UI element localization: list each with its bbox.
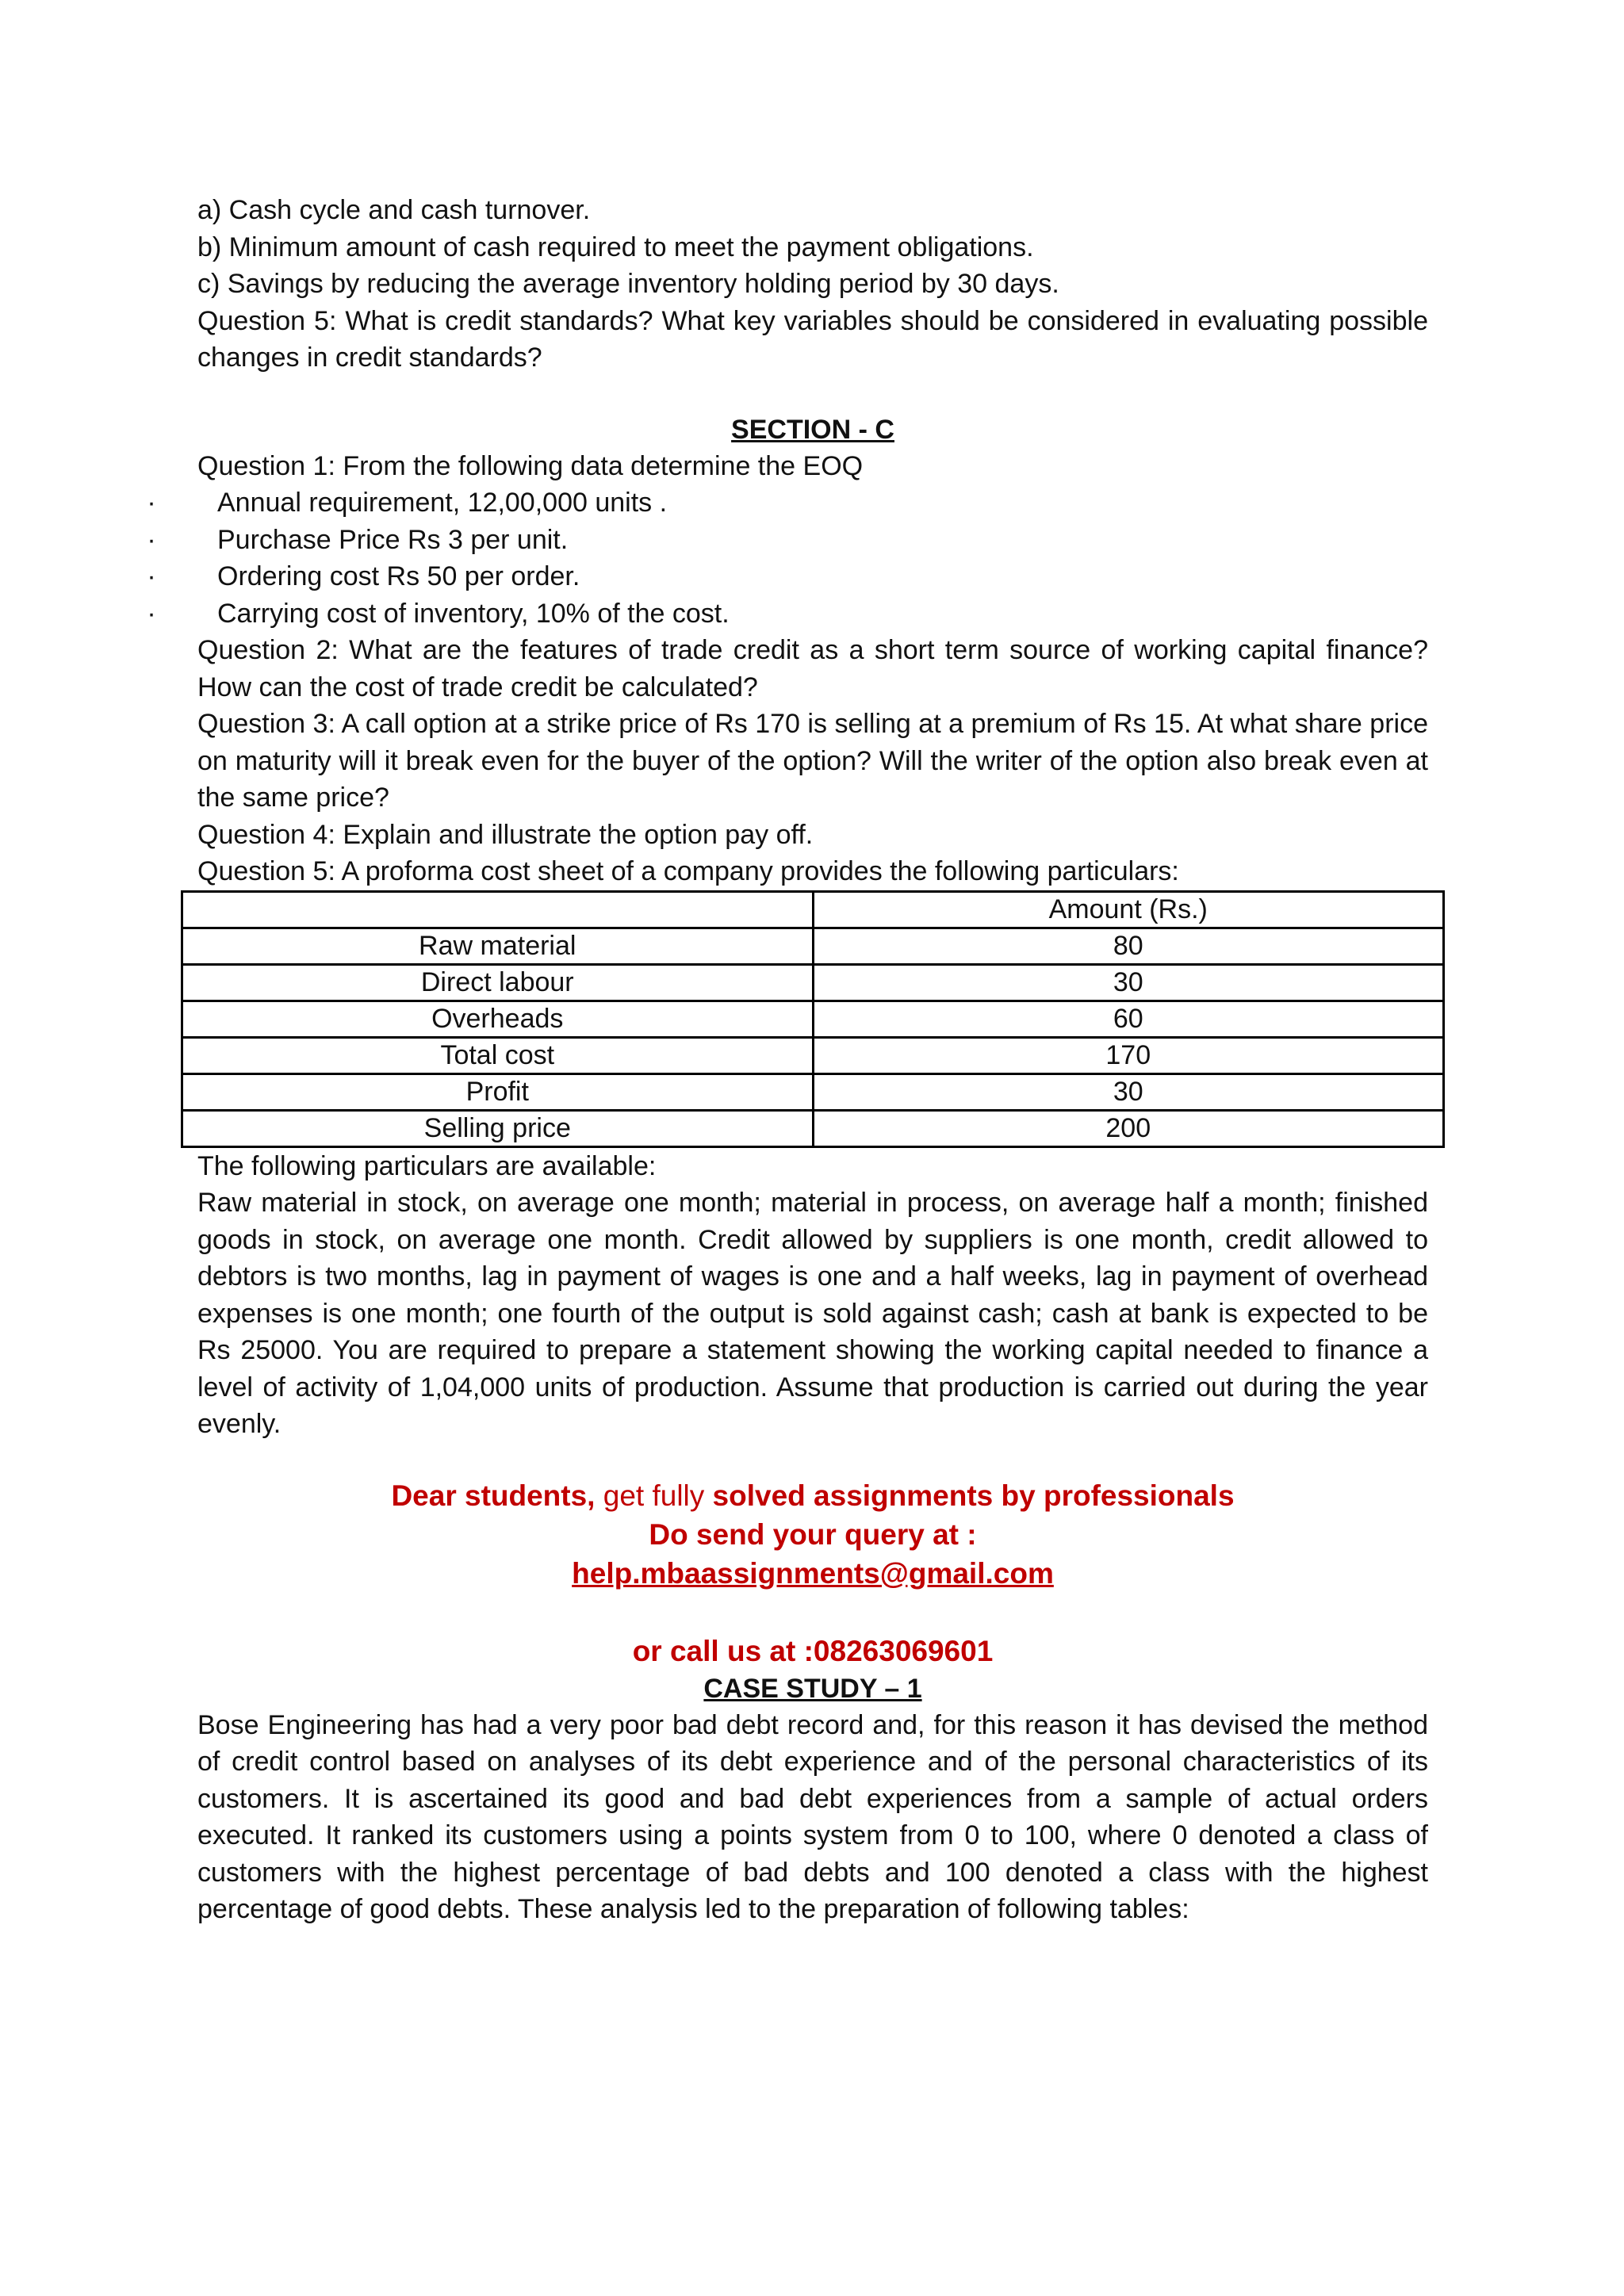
page-content xyxy=(147,192,1428,1928)
section-c-question-2: Question 2: What are the features of trade credit as a short term source of working capital finance? How can the cost of trade credit be calculated? xyxy=(197,635,1428,702)
section-c-question-3: Question 3: A call option at a strike price of Rs 170 is selling at a premium of Rs 15. At what share price on maturity will it break even for the buyer of the option? Will the writer of the option also break even at the same price? xyxy=(197,709,1428,813)
table-cell-item: Profit xyxy=(182,1073,814,1110)
promo-block xyxy=(197,1476,1428,1670)
section-c-question-5: Question 5: A proforma cost sheet of a company provides the following particulars: xyxy=(197,856,1179,886)
bullet-item xyxy=(147,522,1428,559)
table-row xyxy=(182,928,1444,964)
table-cell-item: Direct labour xyxy=(182,964,814,1001)
case-study-paragraph: Bose Engineering has had a very poor bad debt record and, for this reason it has devised the method of credit control based on analyses of its debt experience and of the personal characteristics of its customers. It is ascertained its good and bad debt experiences from a sample of actual orders executed. It ranked its customers using a points system from 0 to 100, where 0 denoted a class of customers with the highest percentage of bad debts and 100 denoted a class with the highest percentage of good debts. These analysis led to the preparation of following tables: xyxy=(197,1709,1428,1924)
case-study-title: CASE STUDY – 1 xyxy=(703,1673,922,1704)
table-row xyxy=(182,1073,1444,1110)
promo-greeting: Dear students, xyxy=(391,1479,596,1512)
bullet-item xyxy=(147,595,1428,633)
table-cell-amount: 60 xyxy=(813,1001,1444,1037)
question-4-part-c: c) Savings by reducing the average inventory holding period by 30 days. xyxy=(197,269,1059,299)
table-cell-item: Total cost xyxy=(182,1037,814,1073)
section-c-question-4: Question 4: Explain and illustrate the option pay off. xyxy=(197,819,814,850)
question-4-part-a: a) Cash cycle and cash turnover. xyxy=(197,195,591,225)
email-link[interactable]: help.mbaassignments@gmail.com xyxy=(572,1556,1054,1590)
promo-offer: solved assignments by professionals xyxy=(712,1479,1235,1512)
promo-line-2: Do send your query at : xyxy=(649,1517,977,1551)
section-c-heading: SECTION - C xyxy=(731,414,894,445)
table-row xyxy=(182,1110,1444,1146)
table-cell-item: Overheads xyxy=(182,1001,814,1037)
table-cell-amount: 30 xyxy=(813,1073,1444,1110)
promo-line-1 xyxy=(197,1476,1428,1515)
table-header-row xyxy=(182,891,1444,928)
table-row xyxy=(182,1037,1444,1073)
table-cell-amount: 80 xyxy=(813,928,1444,964)
bullet-dot-icon: · xyxy=(147,598,156,629)
promo-spacer xyxy=(197,1593,1428,1632)
table-cell-item: Selling price xyxy=(182,1110,814,1146)
bullet-dot-icon: · xyxy=(147,488,156,518)
promo-call-line xyxy=(197,1632,1428,1670)
question-4-part-b: b) Minimum amount of cash required to meet the payment obligations. xyxy=(197,232,1034,262)
promo-email-line xyxy=(197,1554,1428,1593)
particulars-heading: The following particulars are available: xyxy=(197,1150,657,1181)
table-cell-item: Raw material xyxy=(182,928,814,964)
bullet-text: Ordering cost Rs 50 per order. xyxy=(217,561,580,591)
bullet-text: Purchase Price Rs 3 per unit. xyxy=(217,524,569,555)
section-c-question-1: Question 1: From the following data determine the EOQ xyxy=(197,450,864,481)
phone-text: or call us at :08263069601 xyxy=(632,1634,994,1667)
table-cell-amount: 170 xyxy=(813,1037,1444,1073)
table-header-cell: Amount (Rs.) xyxy=(813,891,1444,928)
section-b-question-5: Question 5: What is credit standards? What key variables should be considered in evaluating possible changes in credit standards? xyxy=(197,305,1428,373)
bullet-text: Carrying cost of inventory, 10% of the cost. xyxy=(217,598,730,629)
cost-sheet-table xyxy=(181,890,1445,1148)
table-header-cell xyxy=(182,891,814,928)
bullet-text: Annual requirement, 12,00,000 units . xyxy=(217,488,668,518)
table-cell-amount: 200 xyxy=(813,1110,1444,1146)
bullet-dot-icon: · xyxy=(147,561,156,591)
table-cell-amount: 30 xyxy=(813,964,1444,1001)
bullet-item xyxy=(147,484,1428,522)
table-row xyxy=(182,1001,1444,1037)
bullet-item xyxy=(147,558,1428,595)
promo-text: get fully xyxy=(603,1479,705,1512)
table-row xyxy=(182,964,1444,1001)
bullet-dot-icon: · xyxy=(147,524,156,555)
particulars-paragraph: Raw material in stock, on average one month; material in process, on average half a month; finished goods in stock, on average one month. Credit allowed by suppliers is one month, credit allowed to debtors is two months, lag in payment of wages is one and a half weeks, lag in payment of overhead expenses is one month; one fourth of the output is sold against cash; cash at bank is expected to be Rs 25000. You are required to prepare a statement showing the working capital needed to finance a level of activity of 1,04,000 units of production. Assume that production is carried out during the year evenly. xyxy=(197,1188,1428,1439)
